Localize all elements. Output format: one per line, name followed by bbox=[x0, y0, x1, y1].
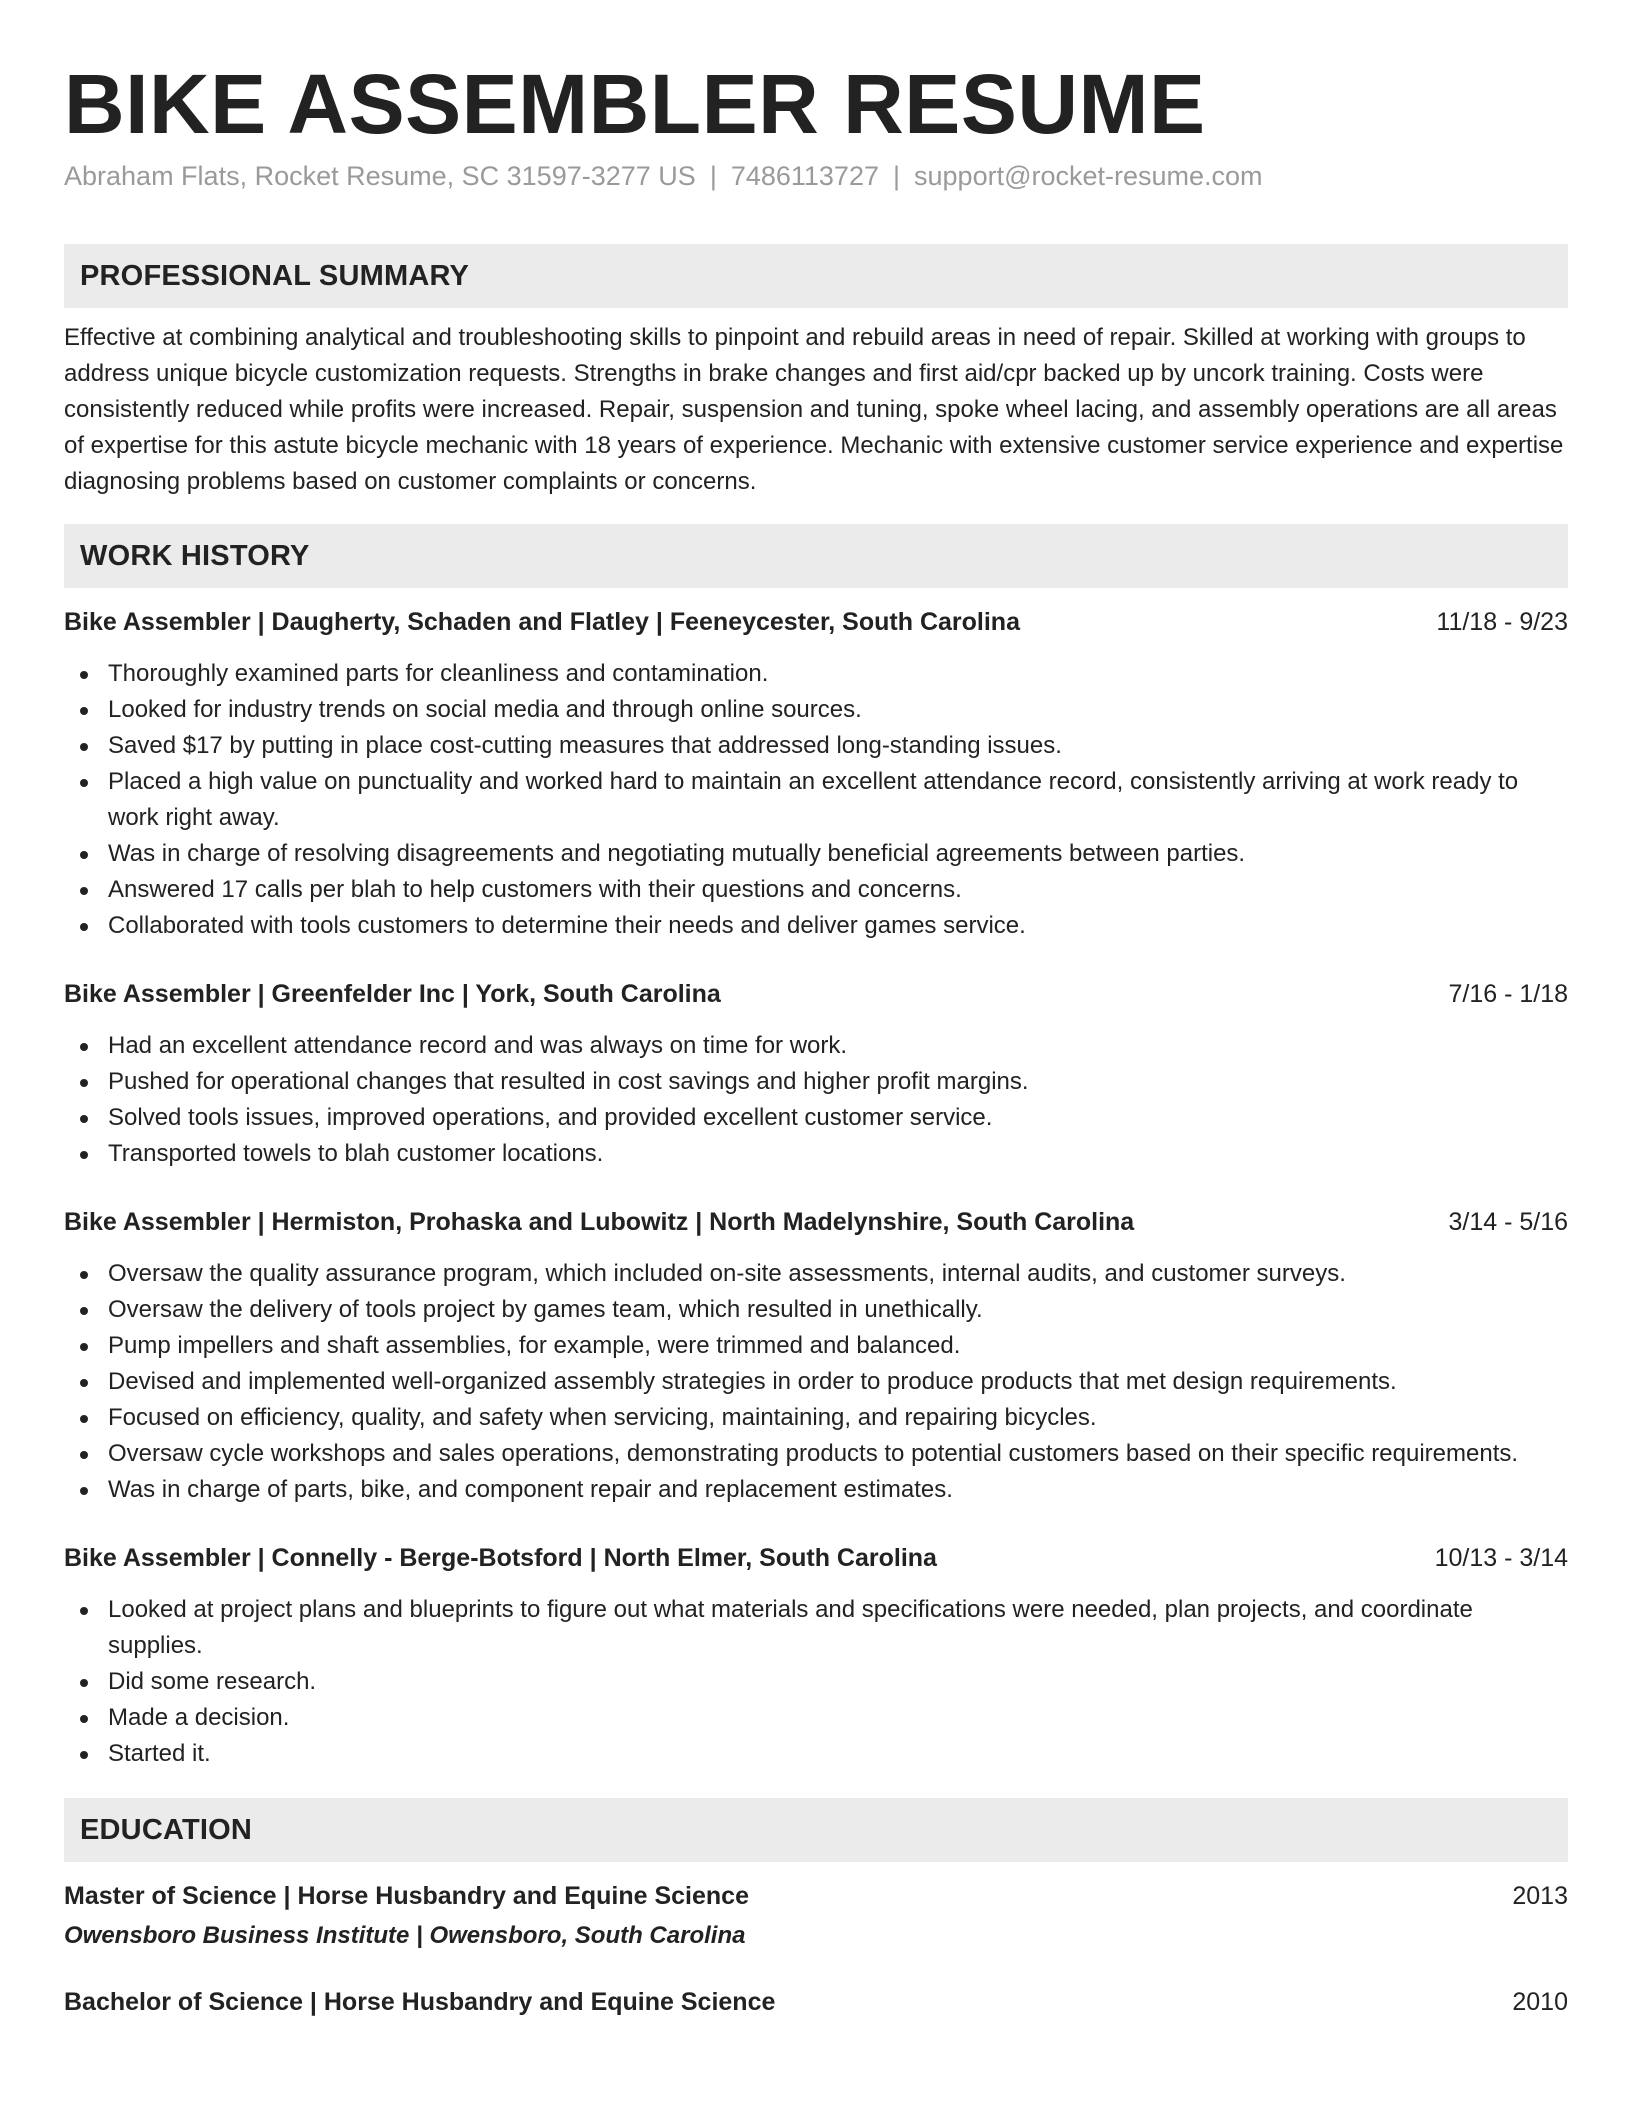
job-title: Bike Assembler | Daugherty, Schaden and Flatley | Feeneycester, South Carolina bbox=[64, 608, 1020, 636]
job-bullet: Made a decision. bbox=[64, 1700, 1568, 1736]
job-bullet: Did some research. bbox=[64, 1664, 1568, 1700]
job-bullet: Focused on efficiency, quality, and safety when servicing, maintaining, and repairing bicycles. bbox=[64, 1400, 1568, 1436]
job-title: Bike Assembler | Hermiston, Prohaska and Lubowitz | North Madelynshire, South Carolina bbox=[64, 1208, 1135, 1236]
contact-separator: | bbox=[709, 161, 717, 191]
education-school: Owensboro Business Institute | Owensboro, South Carolina bbox=[64, 1922, 746, 1949]
job-bullet: Placed a high value on punctuality and worked hard to maintain an excellent attendance record, consistently arriving at work ready to work right away. bbox=[64, 764, 1568, 836]
job-bullet: Collaborated with tools customers to determine their needs and deliver games service. bbox=[64, 908, 1568, 944]
education-degree: Bachelor of Science | Horse Husbandry and Equine Science bbox=[64, 1988, 776, 2016]
job-entry bbox=[64, 976, 1568, 1172]
job-bullet: Transported towels to blah customer locations. bbox=[64, 1136, 1568, 1172]
contact-email: support@rocket-resume.com bbox=[914, 161, 1263, 191]
job-bullet: Looked for industry trends on social media and through online sources. bbox=[64, 692, 1568, 728]
education-header bbox=[64, 1984, 1568, 2020]
job-header bbox=[64, 1204, 1568, 1240]
section-heading-summary: PROFESSIONAL SUMMARY bbox=[64, 244, 1568, 308]
education-degree: Master of Science | Horse Husbandry and Equine Science bbox=[64, 1882, 749, 1910]
job-bullets bbox=[64, 656, 1568, 944]
section-heading-work-history: WORK HISTORY bbox=[64, 524, 1568, 588]
job-bullet: Was in charge of resolving disagreements and negotiating mutually beneficial agreements between parties. bbox=[64, 836, 1568, 872]
job-entry bbox=[64, 1204, 1568, 1508]
education-year: 2010 bbox=[1512, 1988, 1568, 2016]
job-bullets bbox=[64, 1028, 1568, 1172]
job-bullet: Pushed for operational changes that resulted in cost savings and higher profit margins. bbox=[64, 1064, 1568, 1100]
job-bullet: Pump impellers and shaft assemblies, for example, were trimmed and balanced. bbox=[64, 1328, 1568, 1364]
education-header bbox=[64, 1878, 1568, 1914]
job-title: Bike Assembler | Greenfelder Inc | York, South Carolina bbox=[64, 980, 721, 1008]
job-bullet: Answered 17 calls per blah to help customers with their questions and concerns. bbox=[64, 872, 1568, 908]
education-entry bbox=[64, 1878, 1568, 1954]
contact-separator: | bbox=[893, 161, 901, 191]
job-bullets bbox=[64, 1592, 1568, 1772]
job-entry bbox=[64, 1540, 1568, 1772]
job-header bbox=[64, 604, 1568, 640]
job-bullet: Started it. bbox=[64, 1736, 1568, 1772]
job-bullet: Thoroughly examined parts for cleanliness and contamination. bbox=[64, 656, 1568, 692]
job-dates: 11/18 - 9/23 bbox=[1436, 608, 1568, 636]
job-dates: 7/16 - 1/18 bbox=[1448, 980, 1568, 1008]
section-heading-education: EDUCATION bbox=[64, 1798, 1568, 1862]
job-title: Bike Assembler | Connelly - Berge-Botsford | North Elmer, South Carolina bbox=[64, 1544, 937, 1572]
summary-text: Effective at combining analytical and troubleshooting skills to pinpoint and rebuild areas in need of repair. Skilled at working with groups to address unique bicycle customization requests. Strengths in brake changes and first aid/cpr backed up by uncork training. Costs were consistently reduced while profits were increased. Repair, suspension and tuning, spoke wheel lacing, and assembly operations are all areas of expertise for this astute bicycle mechanic with 18 years of experience. Mechanic with extensive customer service experience and expertise diagnosing problems based on customer complaints or concerns. bbox=[64, 324, 1564, 495]
resume-title: BIKE ASSEMBLER RESUME bbox=[64, 57, 1206, 151]
job-bullet: Saved $17 by putting in place cost-cutting measures that addressed long-standing issues. bbox=[64, 728, 1568, 764]
contact-line bbox=[64, 158, 1568, 194]
job-bullet: Oversaw the quality assurance program, which included on-site assessments, internal audits, and customer surveys. bbox=[64, 1256, 1568, 1292]
job-bullets bbox=[64, 1256, 1568, 1508]
job-bullet: Had an excellent attendance record and was always on time for work. bbox=[64, 1028, 1568, 1064]
job-bullet: Looked at project plans and blueprints to figure out what materials and specifications were needed, plan projects, and coordinate supplies. bbox=[64, 1592, 1568, 1664]
job-bullet: Devised and implemented well-organized assembly strategies in order to produce products that met design requirements. bbox=[64, 1364, 1568, 1400]
contact-address: Abraham Flats, Rocket Resume, SC 31597-3277 US bbox=[64, 161, 696, 191]
job-bullet: Oversaw cycle workshops and sales operations, demonstrating products to potential customers based on their specific requirements. bbox=[64, 1436, 1568, 1472]
job-dates: 3/14 - 5/16 bbox=[1448, 1208, 1568, 1236]
job-entry bbox=[64, 604, 1568, 944]
job-dates: 10/13 - 3/14 bbox=[1434, 1544, 1568, 1572]
education-year: 2013 bbox=[1512, 1882, 1568, 1910]
job-bullet: Was in charge of parts, bike, and component repair and replacement estimates. bbox=[64, 1472, 1568, 1508]
job-header bbox=[64, 976, 1568, 1012]
contact-phone: 7486113727 bbox=[730, 161, 879, 191]
job-bullet: Oversaw the delivery of tools project by games team, which resulted in unethically. bbox=[64, 1292, 1568, 1328]
job-bullet: Solved tools issues, improved operations, and provided excellent customer service. bbox=[64, 1100, 1568, 1136]
education-entry bbox=[64, 1984, 1568, 2020]
job-header bbox=[64, 1540, 1568, 1576]
